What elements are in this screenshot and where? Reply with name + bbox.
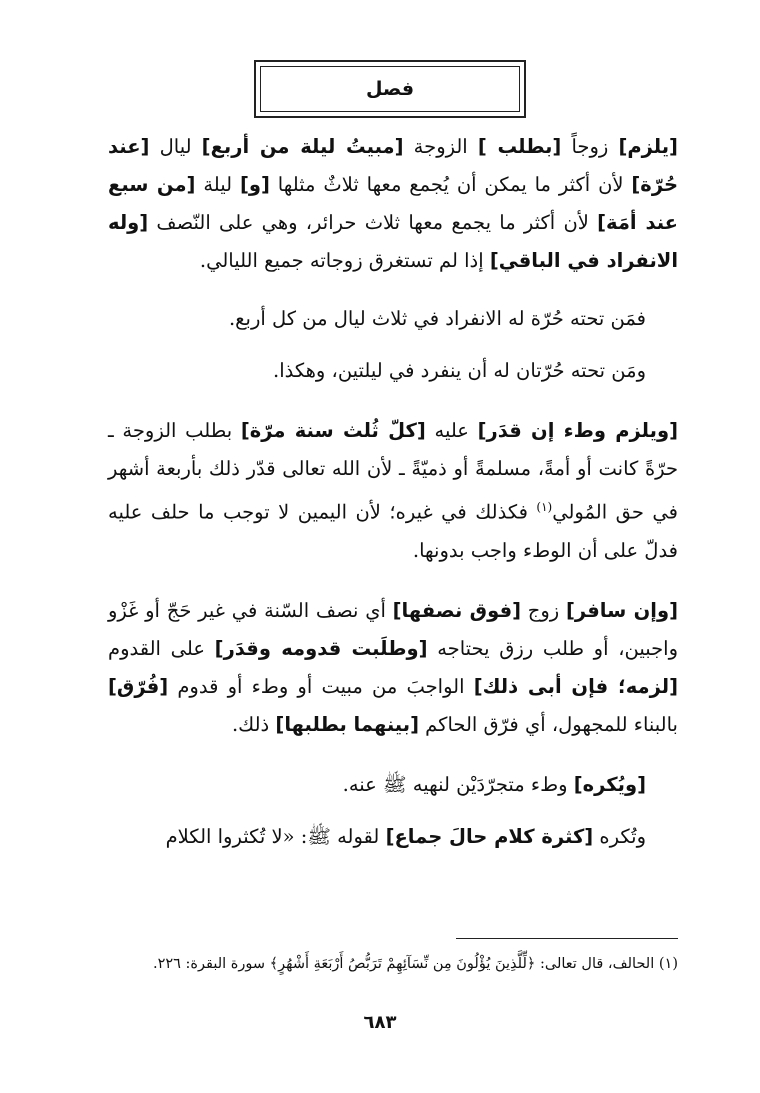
commentary-text: أي نصف السّنة في غير حَجّ أو غَزْو واجبين، أو طلب رزق يحتاجه xyxy=(108,598,678,660)
paragraph xyxy=(108,300,678,338)
matn-text: [ويُكره] xyxy=(573,772,646,796)
commentary-text: ليلة xyxy=(195,173,240,196)
commentary-text: لأن أكثر ما يمكن أن يُجمع معها ثلاثٌ مثلها xyxy=(269,173,632,196)
matn-text: [و] xyxy=(239,173,270,196)
commentary-text: بطلب الزوجة ـ حرّةً كانت أو أمةً، مسلمةً أو ذميّةً ـ لأن الله تعالى قدّر ذلك بأربعة أشهر في حق المُولي xyxy=(108,419,678,524)
commentary-text: بالبناء للمجهول، أي فرّق الحاكم xyxy=(418,712,678,736)
paragraph xyxy=(108,128,678,280)
commentary-text: زوج xyxy=(521,598,566,622)
matn-text: [وله الانفراد في الباقي] xyxy=(108,211,678,272)
paragraph xyxy=(108,412,678,570)
matn-text: [بطلب ] xyxy=(477,135,562,158)
section-heading-inner-frame xyxy=(260,66,520,112)
matn-text: [فُرّق] xyxy=(108,674,169,698)
matn-text: [مبيتُ ليلة من أربع] xyxy=(201,135,404,158)
matn-text: [كلّ ثُلث سنة مرّة] xyxy=(240,419,426,442)
matn-text: [عند حُرّة] xyxy=(108,135,678,196)
commentary-text: زوجاً xyxy=(561,135,619,158)
commentary-text: وطء متجرّدَيْن لنهيه ﷺ عنه. xyxy=(342,772,574,796)
page-number: ٦٨٣ xyxy=(363,1012,397,1033)
matn-text: [بينهما بطلبها] xyxy=(275,712,419,736)
commentary-text: فمَن تحته حُرّة له الانفراد في ثلاث ليال من كل أربع. xyxy=(228,307,646,330)
commentary-text: ذلك. xyxy=(231,712,276,736)
commentary-text: عليه xyxy=(425,419,478,442)
commentary-text: الواجبَ من مبيت أو وطء أو قدوم xyxy=(168,674,474,698)
matn-text: [من سبع عند أمَة] xyxy=(108,173,678,234)
commentary-text: ومَن تحته حُرّتان له أن ينفرد في ليلتين، وهكذا. xyxy=(273,359,646,382)
commentary-text: ليال xyxy=(149,135,202,158)
section-heading-frame xyxy=(254,60,526,118)
footnote-divider xyxy=(456,938,678,939)
body-text xyxy=(108,128,678,856)
commentary-text: لقوله ﷺ: «لا تُكثروا الكلام xyxy=(165,824,386,848)
matn-text: [وطلَبت قدومه وقدَر] xyxy=(214,636,428,660)
paragraph xyxy=(108,766,678,804)
footnote: (١) الحالف، قال تعالى: ﴿لِّلَّذِينَ يُؤْلُونَ مِن نِّسَآئِهِمْ تَرَبُّصُ أَرْبَعَةِ أَشْهُرٍ﴾ سورة البقرة: ٢٢٦. xyxy=(152,956,678,972)
footnote-marker: (١) xyxy=(536,500,553,514)
section-heading: فصل xyxy=(365,78,415,100)
matn-text: [فوق نصفها] xyxy=(392,598,522,622)
commentary-text: فكذلك في غيره؛ لأن اليمين لا توجب ما حلف عليه فدلّ على أن الوطء واجب بدونها. xyxy=(108,500,678,562)
commentary-text: الزوجة xyxy=(403,135,478,158)
commentary-text: لأن أكثر ما يجمع معها ثلاث حرائر، وهي على النّصف xyxy=(148,211,598,234)
commentary-text: وتُكره xyxy=(593,824,646,848)
paragraph xyxy=(108,592,678,744)
matn-text: [يلزم] xyxy=(618,135,678,158)
commentary-text: على القدوم xyxy=(108,636,215,660)
paragraph xyxy=(108,352,678,390)
matn-text: [ويلزم وطء إن قدَر] xyxy=(477,419,678,442)
commentary-text: إذا لم تستغرق زوجاته جميع الليالي. xyxy=(199,249,490,272)
matn-text: [لزمه؛ فإن أبى ذلك] xyxy=(473,674,678,698)
paragraph xyxy=(108,818,678,856)
matn-text: [وإن سافر] xyxy=(565,598,678,622)
matn-text: [كثرة كلام حالَ جماع] xyxy=(385,824,594,848)
